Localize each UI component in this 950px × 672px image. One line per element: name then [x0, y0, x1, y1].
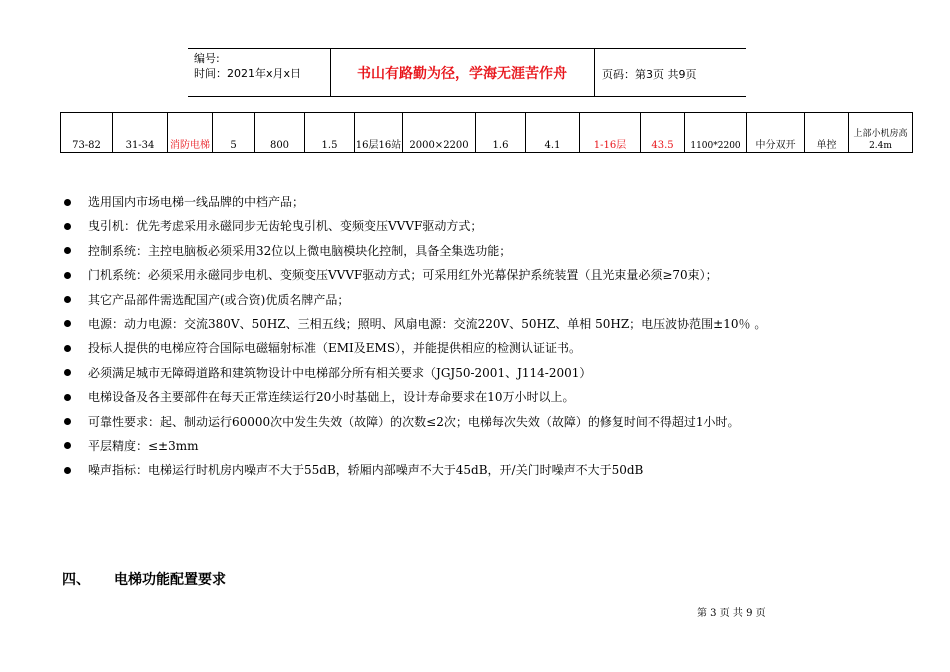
list-item	[62, 336, 922, 360]
table-cell: 16层16站	[355, 113, 403, 153]
section-number: 四、	[62, 572, 90, 588]
header-motto: 书山有路勤为径，学海无涯苦作舟	[357, 66, 567, 82]
bullet-icon	[64, 320, 71, 327]
list-item-text: 门机系统：必须采用永磁同步电机、变频变压VVVF驱动方式；可采用红外光幕保护系统装置（且光束量必须≥70束）；	[88, 268, 718, 283]
table-cell: 43.5	[641, 113, 685, 153]
table-cell: 单控	[805, 113, 849, 153]
list-item-text: 噪声指标：电梯运行时机房内噪声不大于55dB，轿厢内部噪声不大于45dB，开/关门时噪声不大于50dB	[88, 463, 644, 478]
bullet-icon	[64, 296, 71, 303]
requirements-list	[62, 190, 922, 483]
header-number-label: 编号:	[194, 52, 220, 65]
table-cell: 5	[213, 113, 255, 153]
bullet-icon	[64, 467, 71, 474]
bullet-icon	[64, 369, 71, 376]
table-cell: 1.5	[305, 113, 355, 153]
list-item	[62, 190, 922, 214]
bullet-icon	[64, 223, 71, 230]
table-cell: 中分双开	[747, 113, 805, 153]
list-item-text: 平层精度：≤±3mm	[88, 438, 199, 453]
page-footer: 第 3 页 共 9 页	[697, 608, 766, 619]
list-item-text: 投标人提供的电梯应符合国际电磁辐射标准（EMI及EMS），并能提供相应的检测认证证书。	[88, 341, 582, 356]
list-item-text: 选用国内市场电梯一线品牌的中档产品；	[88, 195, 305, 209]
list-item-text: 电梯设备及各主要部件在每天正常连续运行20小时基础上，设计寿命要求在10万小时以上。	[88, 390, 575, 405]
bullet-icon	[64, 418, 71, 425]
table-cell: 73-82	[61, 113, 113, 153]
list-item-text: 电源：动力电源：交流380V、50HZ、三相五线；照明、风扇电源：交流220V、50HZ、单相 50HZ；电压波协范围±10％ 。	[88, 316, 767, 331]
list-item	[62, 458, 922, 482]
table-cell: 1100*2200	[685, 113, 747, 153]
bullet-icon	[64, 199, 71, 206]
list-item-text: 曳引机：优先考虑采用永磁同步无齿轮曳引机、变频变压VVVF驱动方式；	[88, 219, 483, 234]
table-cell: 2000×2200	[403, 113, 476, 153]
table-cell: 上部小机房高2.4m	[849, 113, 913, 153]
table-cell: 1.6	[476, 113, 526, 153]
section-title: 电梯功能配置要求	[114, 572, 226, 588]
header-time-label: 时间：2021年x月x日	[194, 67, 302, 80]
table-cell: 31-34	[113, 113, 168, 153]
table-cell: 800	[255, 113, 305, 153]
list-item	[62, 385, 922, 409]
list-item-text: 必须满足城市无障碍道路和建筑物设计中电梯部分所有相关要求（JGJ50-2001、J114-2001）	[88, 365, 592, 380]
table-cell: 1-16层	[580, 113, 641, 153]
list-item-text: 控制系统：主控电脑板必须采用32位以上微电脑模块化控制，具备全集选功能；	[88, 243, 512, 258]
list-item-text: 可靠性要求：起、制动运行60000次中发生失效（故障）的次数≤2次；电梯每次失效（故障）的修复时间不得超过1小时。	[88, 414, 740, 429]
list-item	[62, 263, 922, 287]
bullet-icon	[64, 345, 71, 352]
list-item-text: 其它产品部件需选配国产(或合资)优质名牌产品；	[88, 292, 350, 307]
section-heading	[62, 569, 226, 589]
bullet-icon	[64, 394, 71, 401]
elevator-spec-table	[60, 112, 913, 153]
bullet-icon	[64, 247, 71, 254]
list-item	[62, 288, 922, 312]
header-divider-right	[594, 48, 595, 96]
header-page-info: 页码：第3页 共9页	[602, 68, 697, 81]
table-row	[61, 113, 913, 153]
header-bottom-rule	[188, 96, 746, 97]
table-cell: 消防电梯	[168, 113, 213, 153]
bullet-icon	[64, 442, 71, 449]
list-item	[62, 239, 922, 263]
header-top-rule	[188, 48, 746, 49]
table-cell: 4.1	[526, 113, 580, 153]
list-item	[62, 434, 922, 458]
list-item	[62, 361, 922, 385]
list-item	[62, 410, 922, 434]
list-item	[62, 214, 922, 238]
bullet-icon	[64, 272, 71, 279]
list-item	[62, 312, 922, 336]
